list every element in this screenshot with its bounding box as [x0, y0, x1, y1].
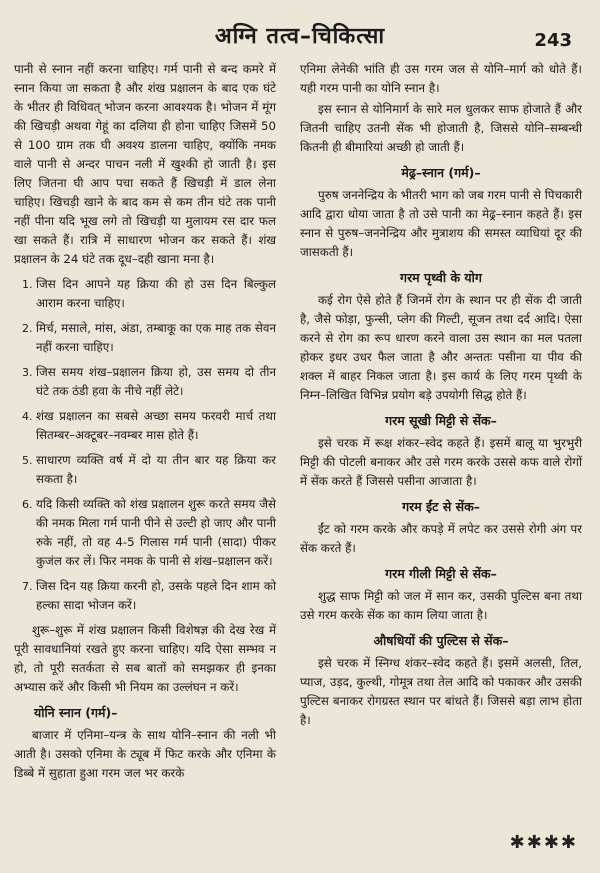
list-item: 2. मिर्च, मसाले, मांस, अंडा, तम्बाकू का एक माह तक सेवन नहीं करना चाहिए। — [36, 319, 276, 357]
eent-paragraph: ईंट को गरम करके और कपड़े में लपेट कर उससे रोगी अंग पर सेंक करते हैं। — [300, 522, 582, 555]
list-item: 3. जिस समय शंख–प्रक्षालन क्रिया हो, उस समय दो तीन घंटे तक ठंडी हवा के नीचे नहीं लेटे। — [36, 363, 276, 401]
left-column — [14, 60, 276, 785]
section-heading-aushadhi: औषधियों की पुल्टिस से सेंक– — [373, 633, 509, 648]
precautions-list — [14, 275, 276, 615]
section-heading-sukhi: गरम सूखी मिट्टी से सेंक– — [385, 413, 497, 428]
closing-paragraph: शुरू–शुरू में शंख प्रक्षालन किसी विशेषज्ञ की देख रेख में पूरी सावधानियां रखते हुए करना चाहिए। यदि ऐसा सम्भव न हो, तो पूरी सतर्कता से सब बातों को समझकर ही इनका अभ्यास करें और किसी भी नियम का उल्लंघन न करें। — [14, 623, 276, 694]
list-item: 5. साधारण व्यक्ति वर्ष में दो या तीन बार यह क्रिया कर सकता है। — [36, 451, 276, 489]
medhra-paragraph: पुरुष जननेन्द्रिय के भीतरी भाग को जब गरम पानी से पिचकारी आदि द्वारा धोया जाता है तो उसे पानी का मेढ्र–स्नान कहते हैं। इस स्नान से पुरुष–जननेन्द्रिय और मुत्राशय की समस्त व्याधियां दूर की जासकती हैं। — [300, 188, 582, 259]
section-heading-eent: गरम ईंट से सेंक– — [402, 499, 480, 514]
sukhi-paragraph: इसे चरक में रूक्ष शंकर–स्वेद कहते हैं। इसमें बालू या भुरभुरी मिट्टी की पोटली बनाकर और उसे गरम करके उससे कफ वाले रोगों में सेंक करते हैं जिससे पसीना आजाता है। — [300, 436, 582, 488]
yoni-paragraph: बाजार में एनिमा–यन्त्र के साथ योनि–स्नान की नली भी आती है। उसको एनिमा के ट्यूब में फिट करके और एनिमा के डिब्बे में सुहाता हुआ गरम जल भर करके — [14, 728, 276, 780]
right-column — [300, 60, 582, 732]
section-heading-gili: गरम गीली मिट्टी से सेंक– — [385, 566, 497, 581]
paragraph-2: इस स्नान से योनिमार्ग के सारे मल धुलकर साफ होजाते हैं और जितनी चाहिए उतनी सेंक भी होजाती है, जिससे योनि–सम्बन्धी कितनी ही बीमारियां अच्छी हो जाती हैं। — [300, 102, 582, 154]
paragraph-1: एनिमा लेनेकी भांति ही उस गरम जल से योनि–मार्ग को धोते हैं। यही गरम पानी का योनि स्नान है। — [300, 62, 582, 95]
end-ornament-icon: ✱✱✱✱ — [509, 832, 578, 853]
section-heading-yoni: योनि स्नान (गर्म)– — [34, 705, 118, 720]
intro-paragraph: पानी से स्नान नहीं करना चाहिए। गर्म पानी से बन्द कमरे में स्नान किया जा सकता है और शंख प्रक्षालन के बाद एक घंटे के भीतर ही विधिवत् भोजन करना आवश्यक है। भोजन में मूंग की खिचड़ी अथवा गेहूं का दलिया ही होना चाहिए जिसमें 50 से 100 ग्राम तक घी अवश्य डालना चाहिए, क्योंकि नमक वाले पानी से अन्दर पाचन नली में खुश्की हो जाती है। इस लिए जितना घी आप पचा सकते हैं खिचड़ी में डाल लेना चाहिए। खिचड़ी खाने के बाद कम से कम तीन घंटे तक पानी नहीं पीना यदि भूख लगे तो खिचड़ी या मुलायम रस दार फल खा सकते हैं। रात्रि में साधारण भोजन कर सकते हैं। शंख प्रक्षालन के 24 घंटे तक दूध–दही खाना मना है। — [14, 62, 276, 266]
list-item: 4. शंख प्रक्षालन का सबसे अच्छा समय फरवरी मार्च तथा सितम्बर–अक्टूबर–नवम्बर मास होते हैं। — [36, 407, 276, 445]
section-heading-medhra: मेढ्र–स्नान (गर्म)– — [401, 165, 481, 180]
list-item: 6. यदि किसी व्यक्ति को शंख प्रक्षालन शुरू करते समय जैसे की नमक मिला गर्म पानी पीने से उल्टी हो जाए और पानी रुके नहीं, तो वह 4-5 गिलास गर्म पानी (सादा) पीकर कुजंल कर लें। फिर नमक के पानी से शंख–प्रक्षालन करें। — [36, 495, 276, 571]
page-number: 243 — [534, 30, 572, 51]
list-item: 1. जिस दिन आपने यह क्रिया की हो उस दिन बिल्कुल आराम करना चाहिए। — [36, 275, 276, 313]
page-title: अग्नि तत्व–चिकित्सा — [214, 24, 386, 49]
prithvi-paragraph: कई रोग ऐसे होते हैं जिनमें रोग के स्थान पर ही सेंक दी जाती है, जैसे फोड़ा, फुन्सी, प्लेग की गिल्टी, सूजन तथा दर्द आदि। ऐसा करने से रोग का रूप धारण करने वाला उस स्थान का मल पतला होकर इधर उधर फैल जाता है और अन्ततः पसीना या पीव की शक्ल में बाहर निकल जाता है। इस कार्य के लिए गरम पृथ्वी के निम्न–लिखित विभिन्न प्रयोग बड़े उपयोगी सिद्ध होते हैं। — [300, 293, 582, 402]
section-heading-prithvi: गरम पृथ्वी के योग — [400, 270, 482, 285]
aushadhi-paragraph: इसे चरक में स्निग्ध शंकर–स्वेद कहते हैं। इसमें अलसी, तिल, प्याज, उड़द, कुल्थी, गोमूत्र तथा तेल आदि को पकाकर और उसकी पुल्टिस बनाकर रोगग्रस्त स्थान पर बांधते हैं। जिससे बड़ा लाभ होता है। — [300, 656, 582, 727]
gili-paragraph: शुद्ध साफ मिट्टी को जल में सान कर, उसकी पुल्टिस बना तथा उसे गरम करके सेंक का काम लिया जाता है। — [300, 589, 582, 622]
list-item: 7. जिस दिन यह क्रिया करनी हो, उसके पहले दिन शाम को हल्का सादा भोजन करें। — [36, 577, 276, 615]
